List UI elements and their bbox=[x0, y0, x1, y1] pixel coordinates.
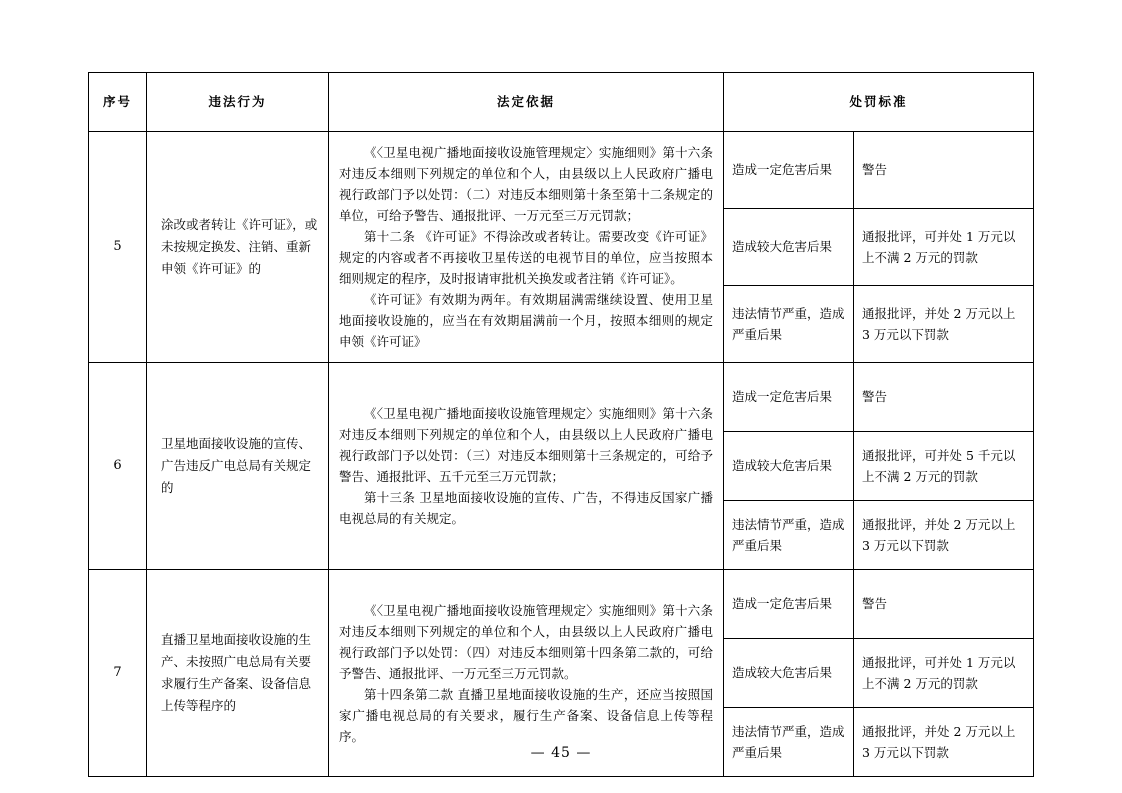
penalty-standard: 通报批评，并处 2 万元以上 3 万元以下罚款 bbox=[854, 286, 1034, 363]
legal-basis-paragraph: 第十二条 《许可证》不得涂改或者转让。需要改变《许可证》规定的内容或者不再接收卫星传送的电视节目的单位，应当按照本细则规定的程序，及时报请审批机关换发或者注销《许可证》。 bbox=[339, 229, 713, 286]
column-header-no: 序号 bbox=[89, 73, 147, 132]
row-number: 7 bbox=[89, 570, 147, 777]
penalty-standard: 警告 bbox=[854, 363, 1034, 432]
legal-basis-paragraph: 第十四条第二款 直播卫星地面接收设施的生产，还应当按照国家广播电视总局的有关要求，履行生产备案、设备信息上传等程序。 bbox=[339, 686, 713, 744]
table-header-row bbox=[89, 73, 1034, 132]
violation-description: 直播卫星地面接收设施的生产、未按照广电总局有关要求履行生产备案、设备信息上传等程序的 bbox=[147, 570, 329, 777]
column-header-legal-basis: 法定依据 bbox=[329, 73, 724, 132]
penalty-standard: 通报批评，可并处 1 万元以上不满 2 万元的罚款 bbox=[854, 209, 1034, 286]
penalty-condition: 违法情节严重，造成严重后果 bbox=[724, 708, 854, 777]
penalty-condition: 造成较大危害后果 bbox=[724, 209, 854, 286]
table-row bbox=[89, 363, 1034, 432]
column-header-violation: 违法行为 bbox=[147, 73, 329, 132]
legal-basis-paragraph: 《许可证》有效期为两年。有效期届满需继续设置、使用卫星地面接收设施的，应当在有效期届满前一个月，按照本细则的规定申领《许可证》 bbox=[339, 292, 713, 349]
penalty-condition: 造成较大危害后果 bbox=[724, 639, 854, 708]
penalty-standards-table bbox=[88, 72, 1034, 777]
penalty-condition: 造成一定危害后果 bbox=[724, 132, 854, 209]
penalty-condition: 造成一定危害后果 bbox=[724, 363, 854, 432]
violation-description: 卫星地面接收设施的宣传、广告违反广电总局有关规定的 bbox=[147, 363, 329, 570]
legal-basis bbox=[329, 132, 724, 363]
penalty-condition: 造成一定危害后果 bbox=[724, 570, 854, 639]
legal-basis bbox=[329, 363, 724, 570]
penalty-standard: 通报批评，可并处 5 千元以上不满 2 万元的罚款 bbox=[854, 432, 1034, 501]
legal-basis-paragraph: 《〈卫星电视广播地面接收设施管理规定〉实施细则》第十六条对违反本细则下列规定的单位和个人，由县级以上人民政府广播电视行政部门予以处罚：（三）对违反本细则第十三条规定的，可给予警告、通报批评、五千元至三万元罚款； bbox=[339, 406, 713, 484]
penalty-standard: 通报批评，可并处 1 万元以上不满 2 万元的罚款 bbox=[854, 639, 1034, 708]
penalty-standard: 警告 bbox=[854, 570, 1034, 639]
table-row bbox=[89, 132, 1034, 209]
table-header bbox=[89, 73, 1034, 132]
penalty-standard: 警告 bbox=[854, 132, 1034, 209]
penalty-condition: 违法情节严重，造成严重后果 bbox=[724, 286, 854, 363]
penalty-standard: 通报批评，并处 2 万元以上 3 万元以下罚款 bbox=[854, 501, 1034, 570]
penalty-condition: 违法情节严重，造成严重后果 bbox=[724, 501, 854, 570]
legal-basis-paragraph: 《〈卫星电视广播地面接收设施管理规定〉实施细则》第十六条对违反本细则下列规定的单位和个人，由县级以上人民政府广播电视行政部门予以处罚：（二）对违反本细则第十条至第十二条规定的单位，可给予警告、通报批评、一万元至三万元罚款； bbox=[339, 145, 713, 223]
penalty-condition: 造成较大危害后果 bbox=[724, 432, 854, 501]
table-row bbox=[89, 570, 1034, 639]
column-header-penalty-standard: 处罚标准 bbox=[724, 73, 1034, 132]
penalty-standard: 通报批评，并处 2 万元以上 3 万元以下罚款 bbox=[854, 708, 1034, 777]
page-number: — 45 — bbox=[530, 745, 592, 761]
legal-basis-paragraph: 《〈卫星电视广播地面接收设施管理规定〉实施细则》第十六条对违反本细则下列规定的单位和个人，由县级以上人民政府广播电视行政部门予以处罚：（四）对违反本细则第十四条第二款的，可给予警告、通报批评、一万元至三万元罚款。 bbox=[339, 602, 713, 681]
table-body bbox=[89, 132, 1034, 777]
legal-basis-paragraph: 第十三条 卫星地面接收设施的宣传、广告，不得违反国家广播电视总局的有关规定。 bbox=[339, 490, 713, 526]
row-number: 6 bbox=[89, 363, 147, 570]
violation-description: 涂改或者转让《许可证》，或未按规定换发、注销、重新申领《许可证》的 bbox=[147, 132, 329, 363]
row-number: 5 bbox=[89, 132, 147, 363]
